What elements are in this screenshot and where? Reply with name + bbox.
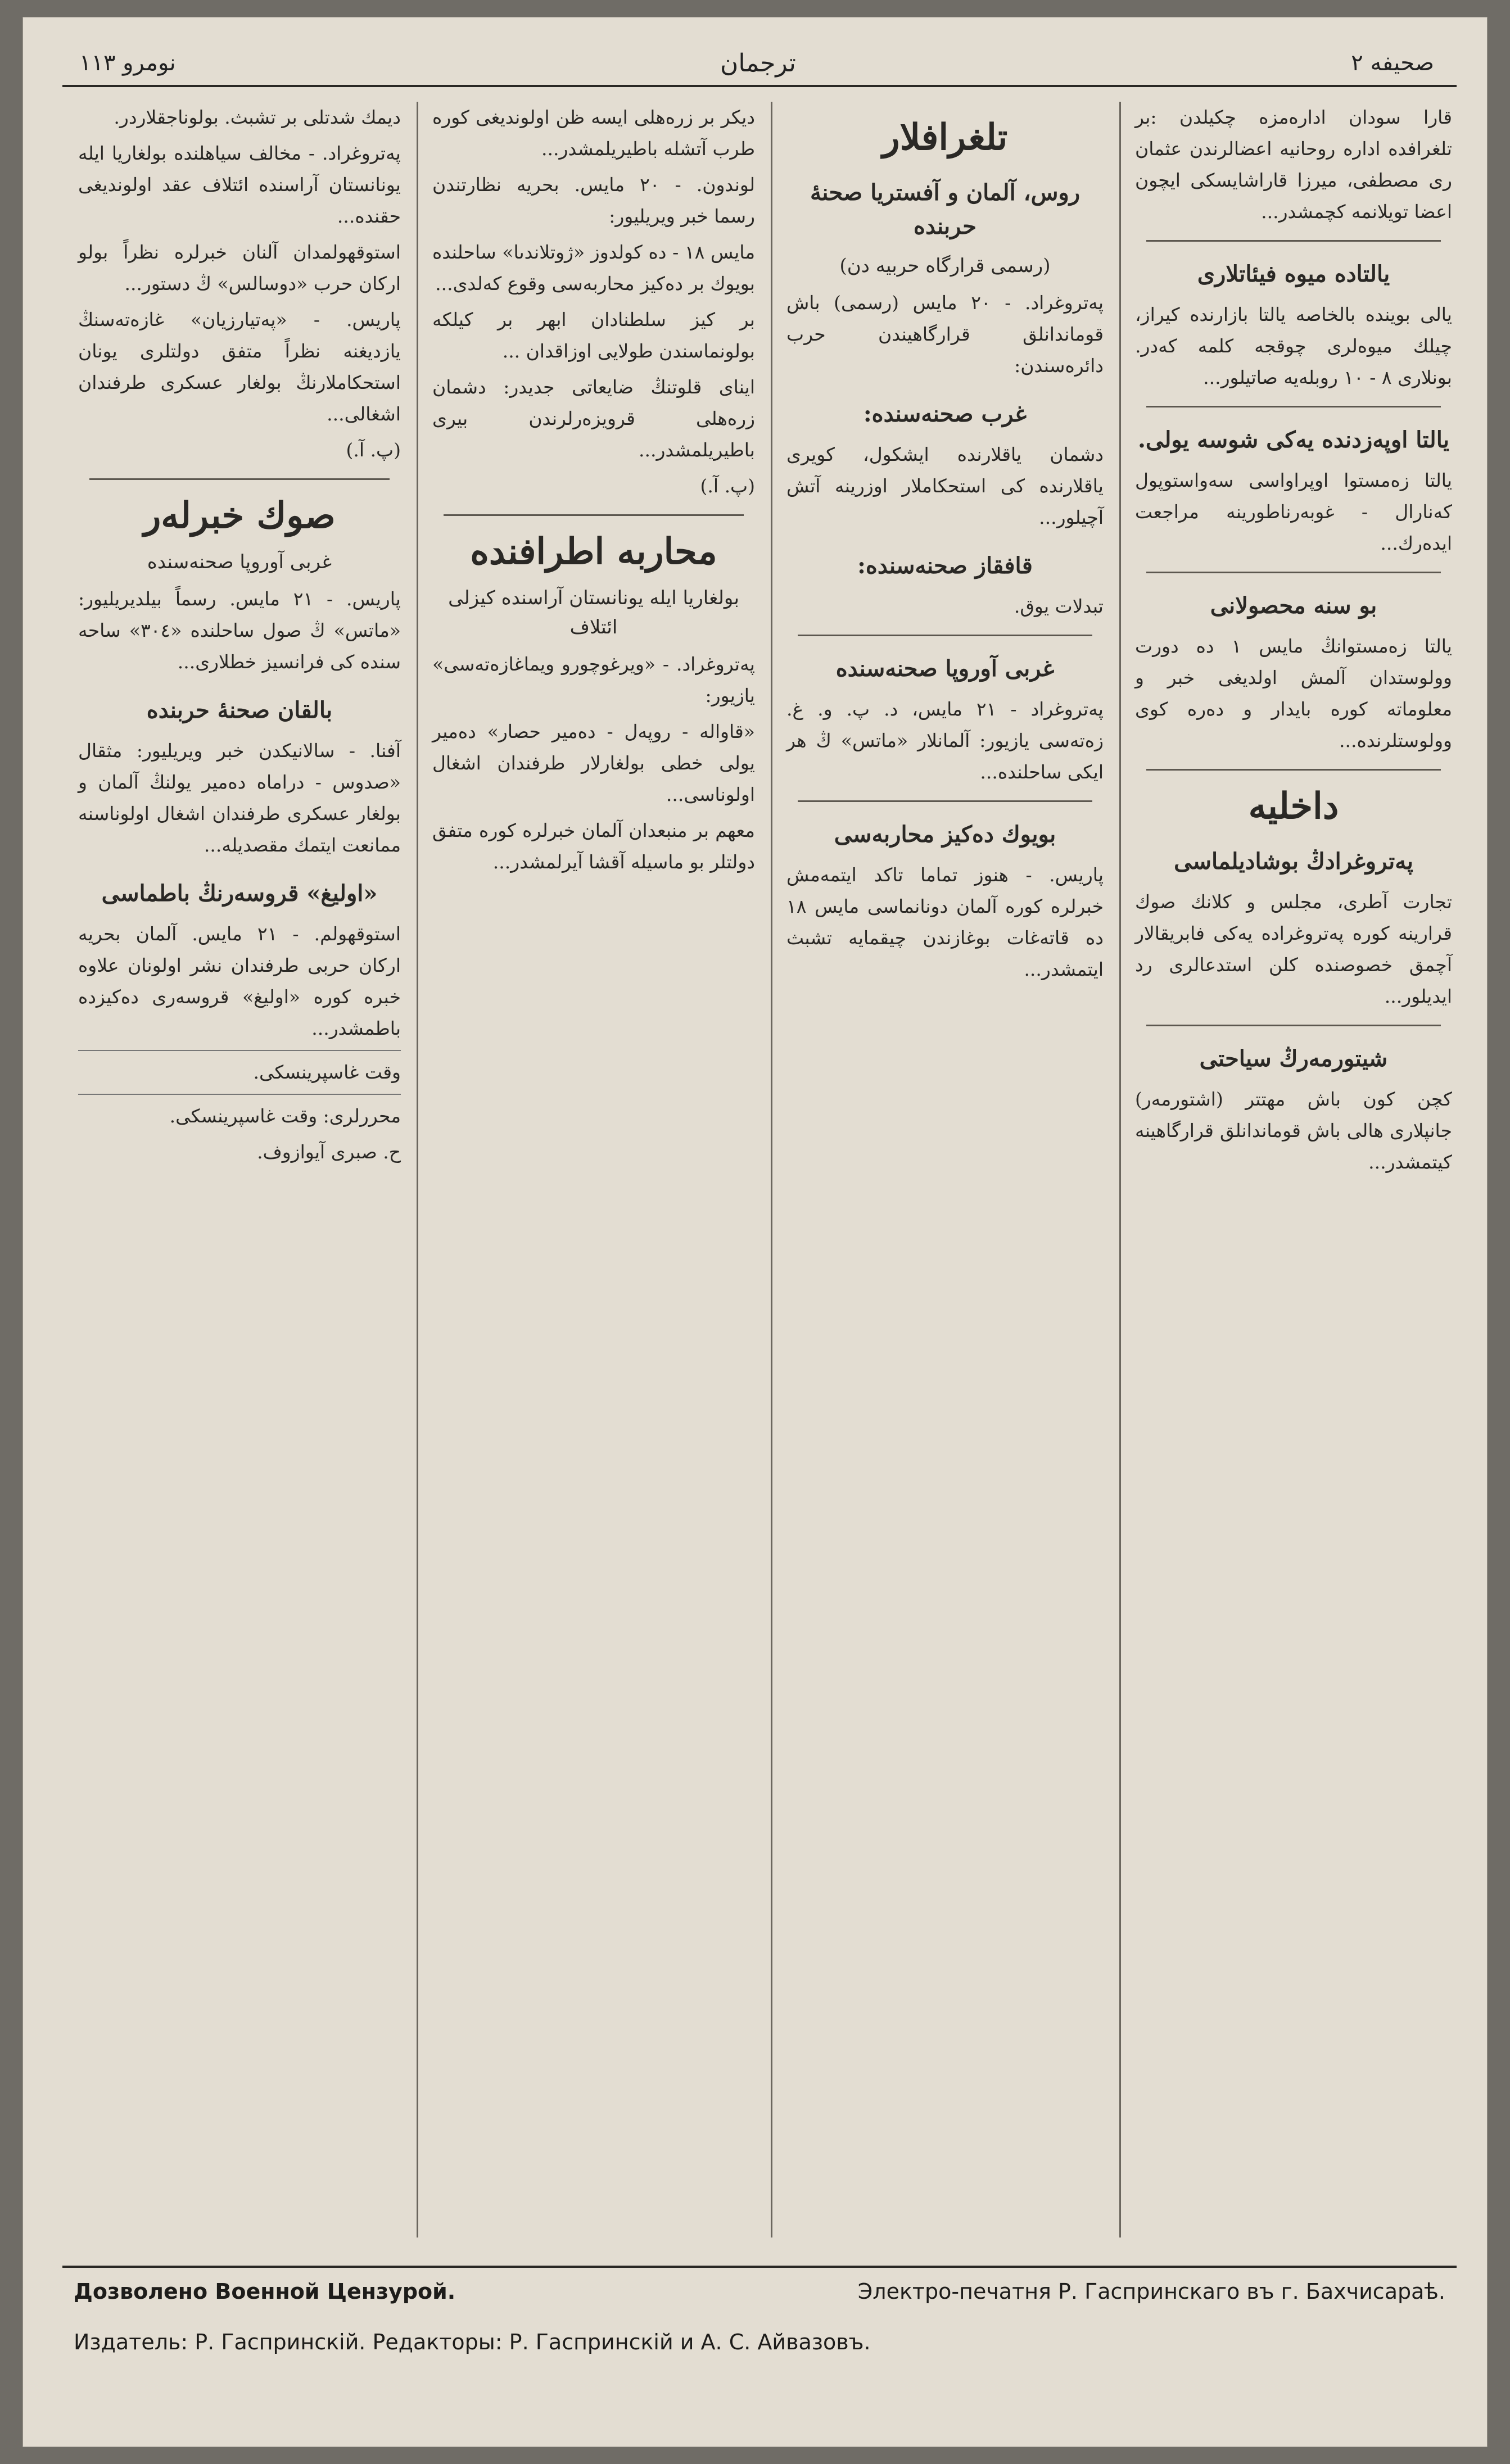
divider xyxy=(1146,240,1441,242)
article-heading: شيتورمەرڭ سياحتى xyxy=(1199,1045,1388,1072)
column-4 xyxy=(62,102,417,2249)
divider xyxy=(798,800,1092,802)
article-heading: غربى آوروپا صحنەسنده xyxy=(835,655,1055,682)
article-text: «قاوالە - روپەل - دەمير حصار» دەمير يولى خطى بولغارلار طرفندان اشغال اولوناسى... xyxy=(432,721,755,805)
article-text: لوندون. - ٢٠ مايس. بحريه نظارتندن رسما خبر ويريليور: xyxy=(432,174,755,227)
article-text: پەتروغراد. - ٢٠ مايس (رسمى) باش قوماندانلق قرارگاهيندن حرب دائرەسندن: xyxy=(786,292,1104,377)
publisher-line: Издатель: Р. Гаспринскій. Редакторы: Р. Гаспринскій и А. С. Айвазовъ. xyxy=(74,2330,871,2354)
article-text: پاريس. - ٢١ مايس. رسماً بيلديريليور: «ماتس» ڭ صول ساحلنده «٣٠٤» ساحه سنده كى فرانسيز خطلارى... xyxy=(78,588,401,673)
section-heading: صوك خبرلەر xyxy=(143,495,336,537)
article-text: قارا سودان ادارەمزە چكيلدن :بر تلغرافدە ادارە روحانيە اعضالرندن عثمان رى مصطفى، ميرزا قاراشايسكى ايچون اعضا تويلانمه كچمشدر... xyxy=(1135,106,1452,223)
article-subheading: بولغاريا ايله يونانستان آراسنده كيزلى ائتلاف xyxy=(448,587,739,638)
divider xyxy=(1146,1025,1441,1026)
article-text: يالتا زەمستوا اوپراواسى سەواستوپول كەنارال - غوبەرناطورينە مراجعت ايدەرك... xyxy=(1135,469,1452,554)
divider xyxy=(78,1050,401,1051)
article-text: تجارت آطرى، مجلس و كلانك صوك قرارينه كوره پەتروغرادە يەكى فابريقالار آچمق خصوصنده كلن استدعالرى رد ايديلور... xyxy=(1135,891,1452,1007)
article-heading: غرب صحنەسنده: xyxy=(863,401,1027,427)
editors-line: ح. صبرى آيوازوف. xyxy=(257,1141,401,1163)
article-subheading: غربى آوروپا صحنەسنده xyxy=(147,551,332,573)
article-heading: روس، آلمان و آفستريا صحنۀ حربنده xyxy=(810,179,1080,239)
divider xyxy=(1146,572,1441,573)
divider xyxy=(89,478,390,480)
divider xyxy=(1146,769,1441,771)
article-text: پەتروغراد. - «ويرغوچورو ويماغازەتەسى» يازيور: xyxy=(432,653,755,706)
article-heading: يالتا اوپەزدنده يەكى شوسه يولى. xyxy=(1137,427,1450,453)
section-heading: محاربه اطرافنده xyxy=(470,531,717,573)
divider xyxy=(1146,406,1441,407)
article-heading: قافقاز صحنەسنده: xyxy=(857,552,1033,579)
column-2 xyxy=(771,102,1119,2249)
article-subheading: (رسمى قرارگاه حربيه دن) xyxy=(839,255,1051,277)
owner-line: وقت غاسپرينسكى. xyxy=(253,1061,401,1083)
article-heading: «اوليغ» قروسەرنڭ باطماسى xyxy=(101,880,378,907)
article-text: پەتروغراد - ٢١ مايس، د. پ. و. غ. زەتەسى يازيور: آلمانلار «ماتس» ڭ هر ايكى ساحلنده... xyxy=(786,698,1104,783)
issue-number: نومرو ١١٣ xyxy=(79,50,176,76)
article-text: ايناى قلوتنڭ ضايعاتى جديدر: دشمان زرەهلى قرويزەرلرندن بيرى باطيريلمشدر... xyxy=(432,376,755,461)
divider xyxy=(78,1094,401,1095)
column-3 xyxy=(417,102,771,2249)
article-heading: پەتروغرادڭ بوشاديلماسى xyxy=(1174,848,1413,875)
article-text: كچن كون باش مهتتر (اشتورمەر) جانپلارى هالى باش قوماندانلق قرارگاهينە كيتمشدر... xyxy=(1135,1088,1452,1173)
article-text: يالتا زەمستوانڭ مايس ١ ده دورت وولوستدان آلمش اولديغى خبر و معلوماته كوره بايدار و دەرە كوى وولوستلرندە... xyxy=(1135,635,1452,751)
article-text: استوقهولم. - ٢١ مايس. آلمان بحريه اركان حربى طرفندان نشر اولونان علاوه خبره كوره «اوليغ» قروسەرى دەكيزده باطمشدر... xyxy=(78,923,401,1039)
article-heading: بالقان صحنۀ حربنده xyxy=(146,697,333,723)
printing-note: Электро-печатня Р. Гаспринскаго въ г. Бахчисараѣ. xyxy=(857,2279,1445,2304)
article-heading: يالتاده ميوه فيئاتلارى xyxy=(1197,261,1390,287)
article-text: ديكر بر زرەهلى ايسه ظن اولونديغى كوره طرب آتشله باطيريلمشدر... xyxy=(432,106,755,160)
article-text: بر كيز سلطنادان ابهر بر كيلكه بولونماسندن طولايى اوزاقدان ... xyxy=(432,309,755,362)
article-text: تبدلات يوق. xyxy=(1014,595,1104,617)
article-text: دشمان ياقلارندە ايشكول، كويرى ياقلارندە كى استحكاملار اوزرينه آتش آچيلور... xyxy=(786,443,1104,528)
article-text: آفنا. - سالانيكدن خبر ويريليور: مثقال «صدوس - دراماه دەمير يولنڭ آلمان و بولغار عسكرى طرفندان اشغال اولوناسنه ممانعت ايتمك مقصديله... xyxy=(78,740,401,856)
page-number: صحيفه ٢ xyxy=(1351,50,1434,76)
newspaper-title: ترجمان xyxy=(720,49,796,78)
censor-note: Дозволено Военной Цензурой. xyxy=(74,2279,456,2304)
section-heading: داخلیه xyxy=(1248,785,1339,827)
article-text: ديمك شدتلى بر تشبث. بولوناجقلاردر. xyxy=(114,106,401,128)
article-text: استوقهولمدان آلنان خبرلره نظراً بولو اركان حرب «دوسالس» ڭ دستور... xyxy=(78,241,401,295)
article-heading: بويوك دەكيز محاربەسى xyxy=(834,821,1056,848)
column-1 xyxy=(1119,102,1468,2249)
article-text: پەتروغراد. - مخالف سياهلنده بولغاريا ايله يونانستان آراسنده ائتلاف عقد اولونديغى حقنده... xyxy=(78,142,401,227)
article-heading: بو سنه محصولانى xyxy=(1210,592,1377,619)
page-footer xyxy=(62,2266,1457,2436)
article-text: يالى بوينده بالخاصه يالتا بازارنده كيراز، چيلك ميوەلرى چوقجه كلمه كەدر. بونلارى ٨ - ١٠ روبلەيه صاتيلور... xyxy=(1135,304,1452,388)
article-text: مايس ١٨ - ده كولدوز «ژوتلاندىا» ساحلنده بويوك بر دەكيز محاربەسى وقوع كەلدى... xyxy=(432,241,756,295)
page-header xyxy=(62,40,1457,87)
article-text: معهم بر منبعدان آلمان خبرلره كوره متفق دولتلر بو ماسيلە آقشا آيرلمشدر... xyxy=(432,819,755,873)
article-signature: (پ. آ.) xyxy=(700,475,755,497)
divider xyxy=(798,635,1092,636)
article-text: پاريس. - هنوز تماما تاكد ايتمەمش خبرلره كوره آلمان دونانماسى مايس ١٨ ده قاتەغات بوغازندن چيقمايه تشبث ايتمشدر... xyxy=(786,864,1104,980)
article-text: پاريس. - «پەتيارزيان» غازەتەسنڭ يازديغنه نظراً متفق دولتلرى يونان استحكاملارنڭ بولغار عسكرى طرفندان اشغالى... xyxy=(78,309,401,425)
section-heading: تلغرافلار xyxy=(882,116,1008,158)
divider xyxy=(444,514,744,516)
newspaper-page xyxy=(22,17,1488,2447)
article-signature: (پ. آ.) xyxy=(346,439,401,461)
editors-line: محررلرى: وقت غاسپرينسكى. xyxy=(169,1105,401,1127)
